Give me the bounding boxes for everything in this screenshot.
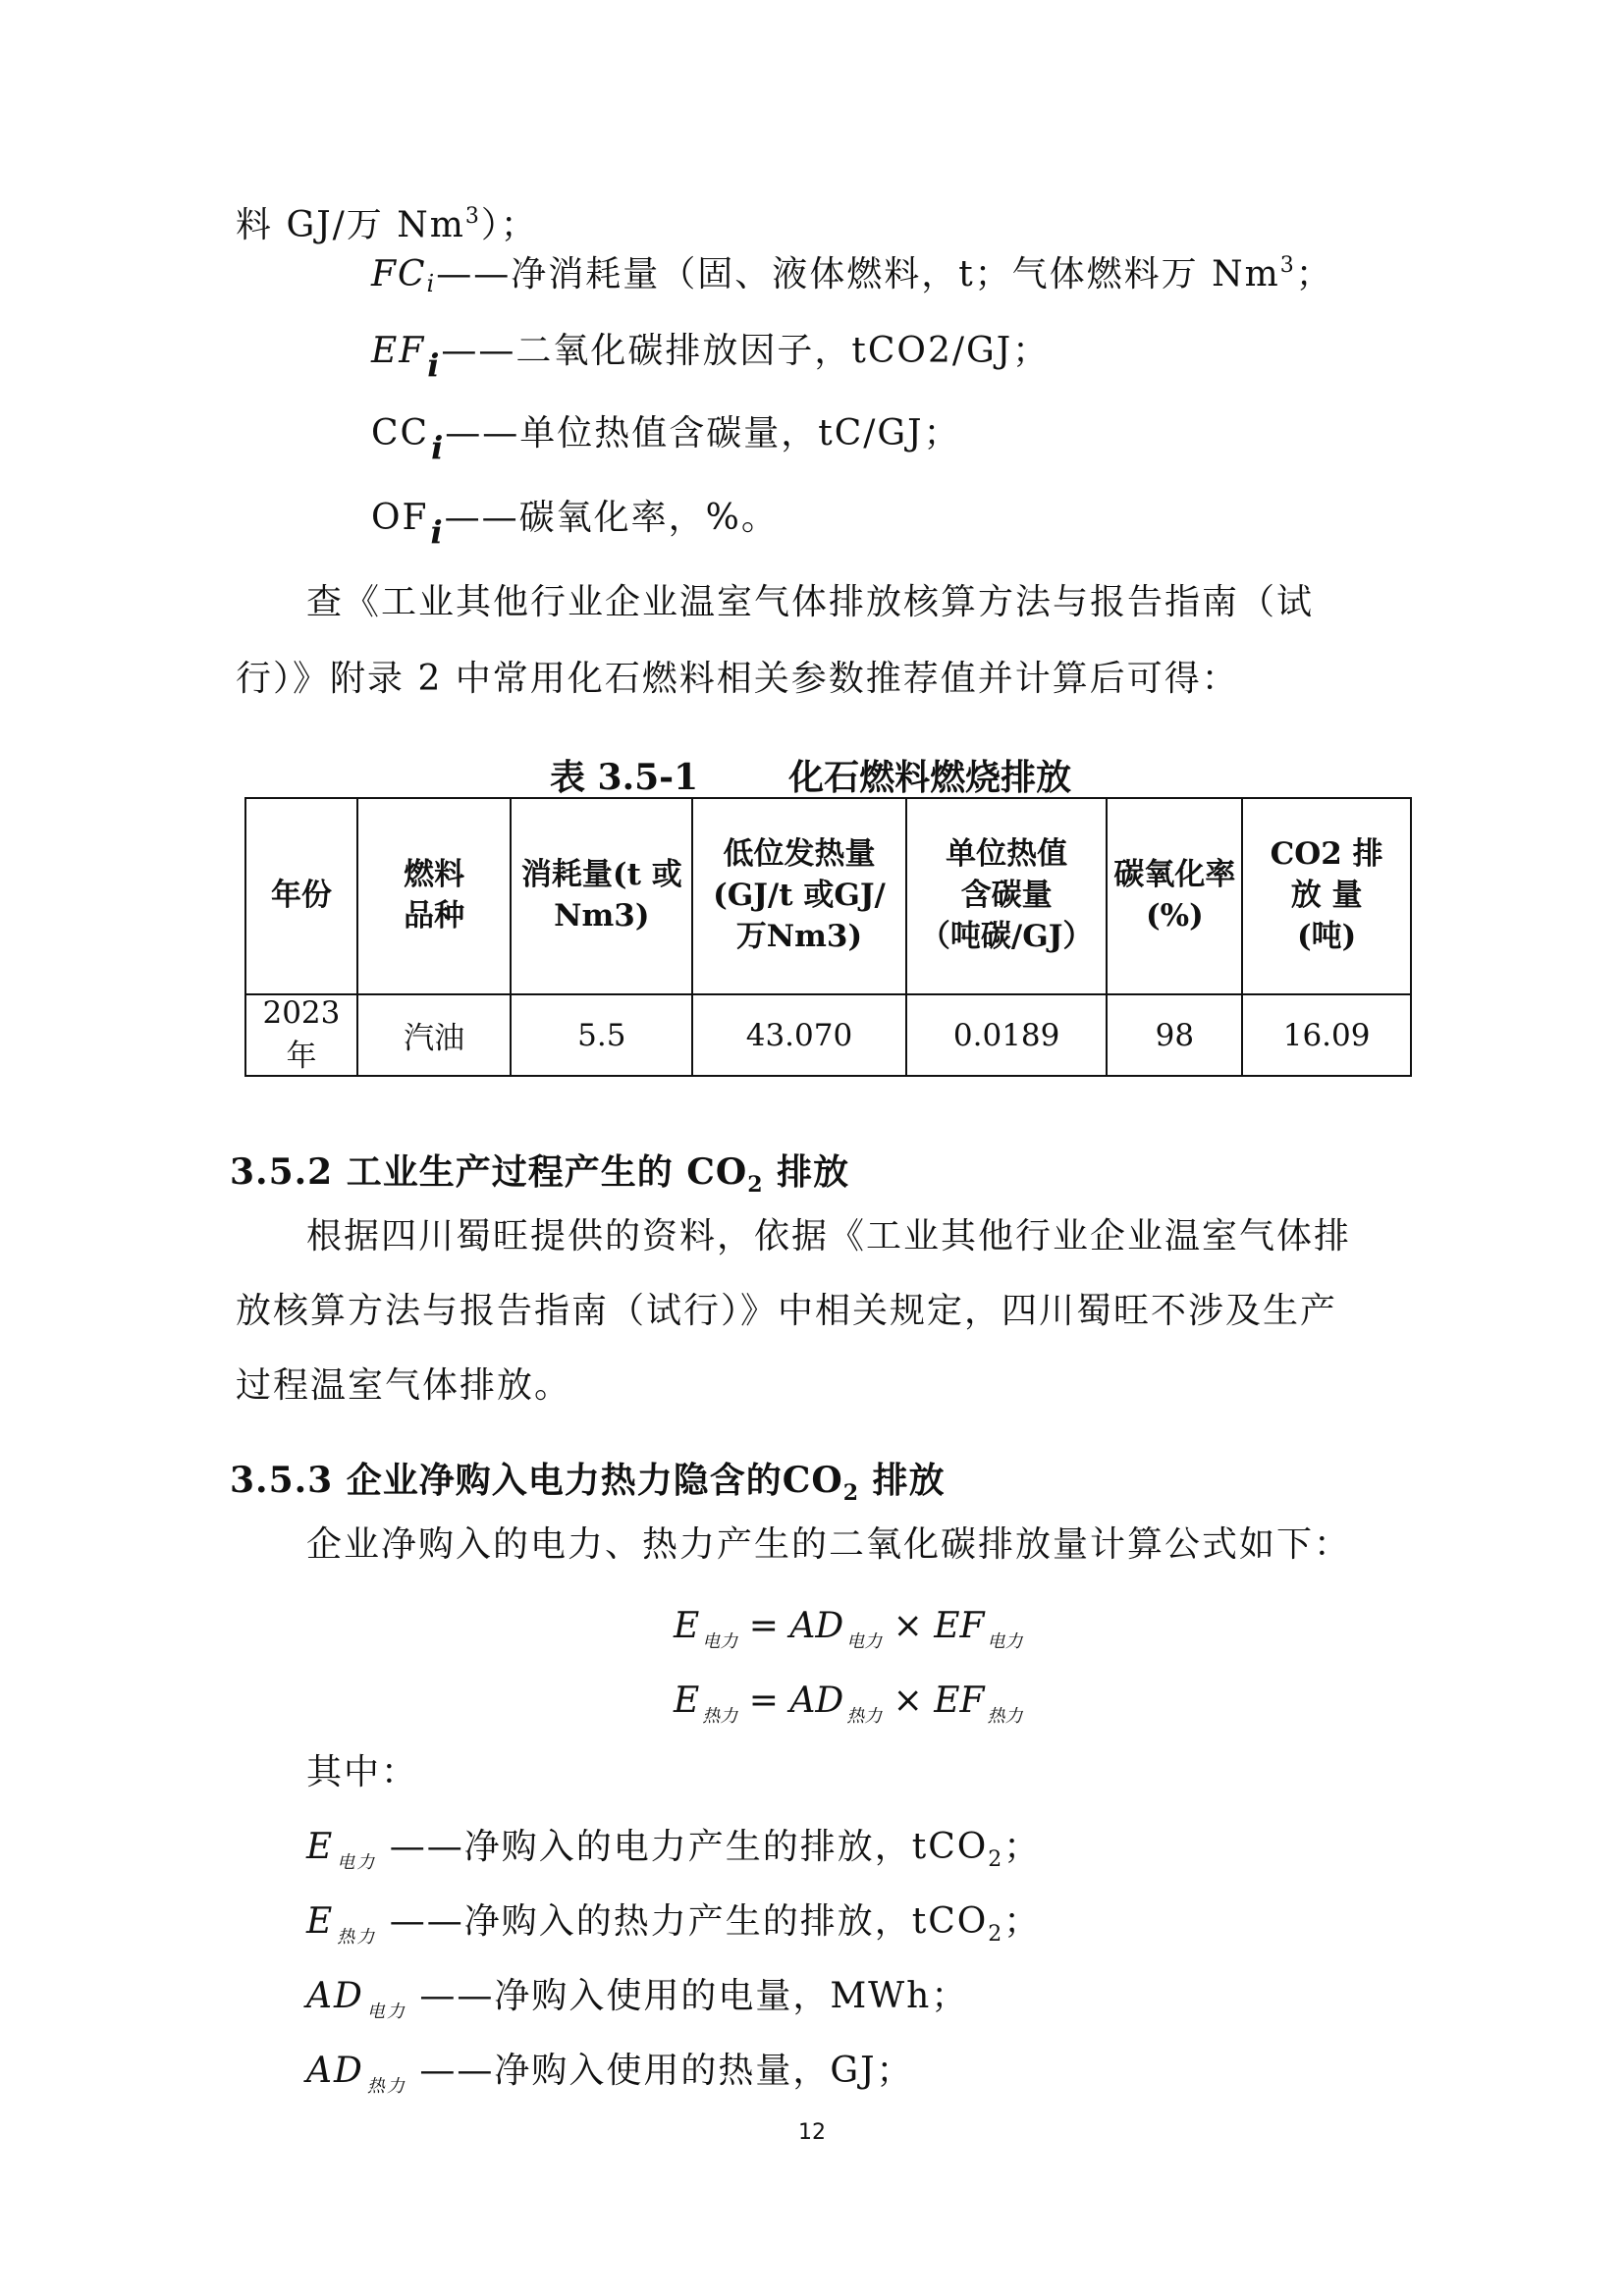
header-text: 放 量 xyxy=(1290,878,1363,914)
table-header-row xyxy=(245,798,1411,994)
definition-text: ——净消耗量（固、液体燃料，t；气体燃料万 Nm xyxy=(436,254,1280,294)
paragraph-line: 查《工业其他行业企业温室气体排放核算方法与报告指南（试 xyxy=(306,582,1315,622)
table-cell: 2023 年 xyxy=(245,994,357,1076)
subscript-2: 2 xyxy=(988,1847,1004,1872)
definition-ef xyxy=(371,331,1051,384)
definition-cc xyxy=(371,413,961,466)
formula-symbol: E xyxy=(674,1606,700,1646)
paragraph-line: 根据四川蜀旺提供的资料，依据《工业其他行业企业温室气体排 xyxy=(306,1216,1352,1256)
subscript: 电力 xyxy=(337,1852,377,1873)
subscript-2: 2 xyxy=(747,1172,764,1198)
heading-text: 3.5.3 企业净购入电力热力隐含的CO xyxy=(230,1460,843,1501)
definition-of xyxy=(371,498,779,551)
table-row xyxy=(245,994,1411,1076)
subscript: 热力 xyxy=(337,1927,377,1948)
formula-symbol: × EF xyxy=(882,1681,985,1721)
header-cell xyxy=(245,798,357,994)
definition-ad-electricity xyxy=(306,1976,969,2022)
subscript-i: i xyxy=(431,429,446,466)
table-number: 表 3.5-1 xyxy=(550,757,699,798)
superscript: 3 xyxy=(464,204,481,229)
page-number: 12 xyxy=(798,2120,826,2145)
header-text: 单位热值 xyxy=(946,836,1068,873)
paragraph-line: 放核算方法与报告指南（试行）》中相关规定，四川蜀旺不涉及生产 xyxy=(236,1291,1338,1331)
header-text: 品种 xyxy=(404,898,465,934)
symbol: AD xyxy=(306,1976,364,2016)
header-text: 消耗量(t 或 xyxy=(520,857,682,893)
formula-electricity xyxy=(674,1606,1023,1652)
formula-subscript: 电力 xyxy=(702,1631,738,1652)
formula-heat xyxy=(674,1681,1023,1727)
table-cell: 16.09 xyxy=(1242,994,1411,1076)
definition-text: ——净购入的热力产生的排放，tCO xyxy=(376,1901,989,1942)
header-cell xyxy=(692,798,906,994)
definition-text: ——净购入使用的热量，GJ； xyxy=(406,2051,914,2091)
heading-tail: 排放 xyxy=(763,1151,850,1193)
emission-table xyxy=(244,797,1412,1077)
symbol-ef: EF xyxy=(371,331,426,371)
header-text: 低位发热量 xyxy=(723,836,876,873)
paragraph-line: 过程温室气体排放。 xyxy=(236,1365,572,1406)
definition-e-heat xyxy=(306,1901,1042,1948)
definition-fc xyxy=(371,253,1333,297)
header-cell xyxy=(1242,798,1411,994)
header-text: 燃料 xyxy=(404,857,465,893)
table-cell: 5.5 xyxy=(511,994,692,1076)
header-text: 万Nm3) xyxy=(735,918,863,954)
definition-text: ——二氧化碳排放因子，tCO2/GJ； xyxy=(441,331,1051,371)
subscript: 热力 xyxy=(366,2076,406,2097)
heading-text: 3.5.2 工业生产过程产生的 CO xyxy=(230,1151,748,1193)
symbol: E xyxy=(306,1827,335,1867)
table-cell: 43.070 xyxy=(692,994,906,1076)
symbol: AD xyxy=(306,2051,364,2091)
formula-symbol: = AD xyxy=(737,1681,844,1721)
symbol-fc: FC xyxy=(371,254,427,294)
section-heading-353 xyxy=(230,1453,946,1506)
header-cell xyxy=(906,798,1108,994)
symbol: E xyxy=(306,1901,335,1942)
formula-symbol: E xyxy=(674,1681,700,1721)
subscript-i: i xyxy=(426,270,437,297)
header-cell xyxy=(357,798,512,994)
subscript-2: 2 xyxy=(842,1480,860,1506)
subscript: 电力 xyxy=(366,2002,406,2022)
definition-text: ——单位热值含碳量，tC/GJ； xyxy=(445,413,961,454)
definition-tail: ； xyxy=(1003,1901,1042,1942)
header-text: (吨) xyxy=(1296,918,1357,954)
subscript-i: i xyxy=(427,347,442,384)
paragraph-line: 行）》附录 2 中常用化石燃料相关参数推荐值并计算后可得： xyxy=(236,659,1239,699)
header-cell xyxy=(1107,798,1242,994)
header-text: Nm3) xyxy=(554,898,650,934)
header-text: CO2 排 xyxy=(1270,836,1383,873)
subscript-i: i xyxy=(430,513,445,551)
formula-subscript: 热力 xyxy=(702,1706,738,1727)
header-text: (GJ/t 或GJ/ xyxy=(713,878,886,914)
header-text: 含碳量 xyxy=(960,878,1053,914)
definition-text: ——碳氧化率，%。 xyxy=(444,498,779,538)
heading-tail: 排放 xyxy=(859,1460,946,1501)
paragraph-line: 其中： xyxy=(306,1752,419,1792)
header-text: (%) xyxy=(1145,898,1204,934)
section-heading-352 xyxy=(230,1145,850,1198)
definition-text: ——净购入使用的电量，MWh； xyxy=(406,1976,969,2016)
formula-subscript: 热力 xyxy=(987,1706,1023,1727)
header-cell xyxy=(511,798,692,994)
continuation-tail: ）； xyxy=(480,205,538,245)
definition-tail: ； xyxy=(1003,1827,1042,1867)
formula-subscript: 热力 xyxy=(846,1706,883,1727)
definition-e-electricity xyxy=(306,1827,1042,1873)
paragraph-line: 企业净购入的电力、热力产生的二氧化碳排放量计算公式如下： xyxy=(306,1524,1352,1565)
line-continuation xyxy=(236,204,538,245)
formula-subscript: 电力 xyxy=(987,1631,1023,1652)
symbol-cc: CC xyxy=(371,413,430,454)
table-title: 化石燃料燃烧排放 xyxy=(788,757,1072,798)
symbol-of: OF xyxy=(371,498,429,538)
definition-text: ——净购入的电力产生的排放，tCO xyxy=(376,1827,989,1867)
table-cell: 98 xyxy=(1107,994,1242,1076)
formula-subscript: 电力 xyxy=(846,1631,883,1652)
definition-ad-heat xyxy=(306,2051,914,2097)
continuation-text: 料 GJ/万 Nm xyxy=(236,205,465,245)
header-text: 碳氧化率 xyxy=(1113,857,1236,893)
formula-symbol: × EF xyxy=(882,1606,985,1646)
table-caption xyxy=(550,750,1071,800)
definition-tail: ； xyxy=(1295,254,1333,294)
header-text: 年份 xyxy=(270,878,332,914)
table-cell: 0.0189 xyxy=(906,994,1108,1076)
formula-symbol: = AD xyxy=(737,1606,844,1646)
header-text: （吨碳/GJ） xyxy=(919,918,1094,954)
superscript: 3 xyxy=(1279,253,1296,278)
subscript-2: 2 xyxy=(988,1922,1004,1947)
table-cell: 汽油 xyxy=(357,994,512,1076)
